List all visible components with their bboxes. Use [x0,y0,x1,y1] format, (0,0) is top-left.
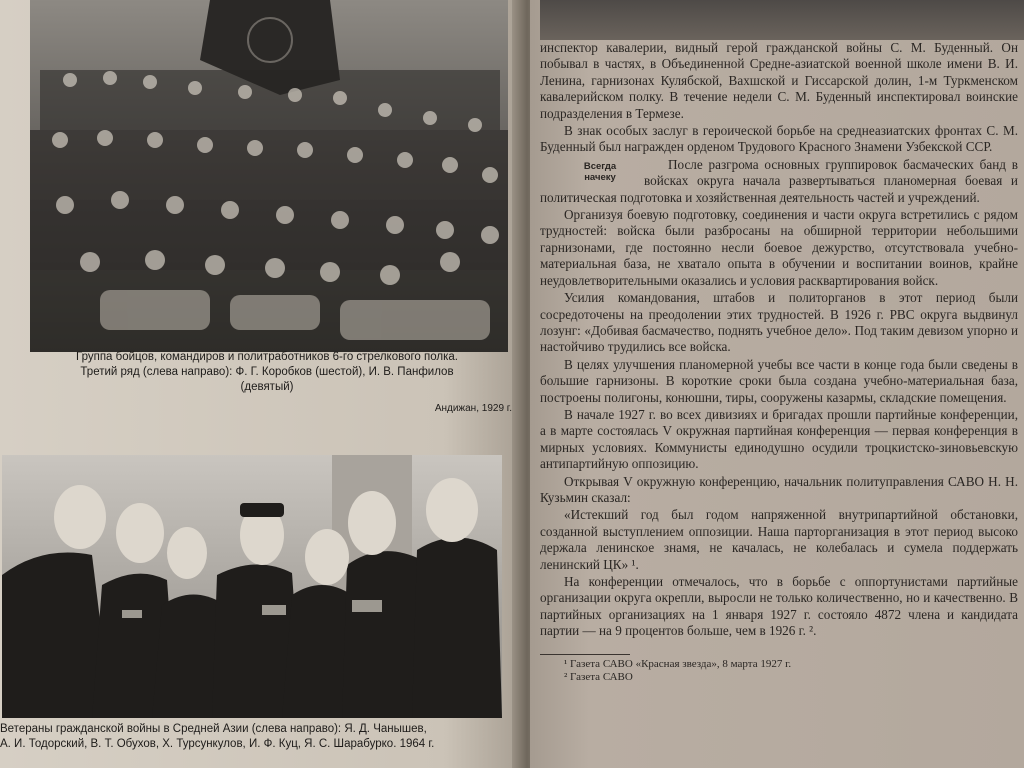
group-photo [30,0,508,352]
paragraph: Усилия командования, штабов и политорганов в этот период были сосредоточены на преодолении этих трудностей. В 1926 г. РВС округа выдвинул лозунг: «Добивая басмачество, поднять учебное дело». Под таким девизом упорно и настойчиво трудились все войска. [540,290,1018,355]
paragraph: На конференции отмечалось, что в борьбе с оппортунистами партийные организации округа окрепли, выросли не только количественно, но и качественно. В партийных организациях на 1 января 1927 г. состояло 4872 члена и кандидата партии — на 9 процентов больше, чем в 1926 г. ². [540,574,1018,639]
caption-line: Группа бойцов, командиров и политработников 6-го стрелкового полка. [76,351,458,363]
caption-place: Андижан, 1929 г. [434,403,512,414]
marginal-heading: Всегда начеку [583,160,617,183]
paragraph: Открывая V окружную конференцию, начальник политуправления САВО Н. Н. Кузьмин сказал: [540,473,1018,505]
paragraph: В начале 1927 г. во всех дивизиях и бригадах прошли партийные конференции, а в марте состоялась V окружная партийная конференция — первая конференция в мирных условиях. Коммунисты единодушно осудили троцкистско-зиновьевскую антипартийную оппозицию. [540,406,1018,472]
background-edge [540,0,1024,40]
caption-line: (девятый) [240,381,294,393]
paragraph: инспектор кавалерии, видный герой гражданской войны С. М. Буденный. Он побывал в частях, в Объединенной Средне-азиатской военной школе имени В. И. Ленина, гарнизонах Кулябской, Вахшской и Гиссарской долин, 1-м Туркменском кавалерийском полку. В течение недели С. М. Буденный инспектировал воинские подразделения в Термезе. [540,40,1018,121]
body-text [540,40,1018,684]
photo-caption-bottom [0,722,520,752]
caption-place: 1964 г. [399,738,435,750]
paragraph: После разгрома основных группировок басмаческих банд в войсках округа начала развертываться планомерная боевая и политическая подготовка и хозяйственная деятельность частей и учреждений. [540,156,1018,205]
footnote-rule [540,654,630,655]
footnote: ² Газета САВО [564,670,633,683]
caption-line: Ветераны гражданской войны в Средней Азии (слева направо): Я. Д. Чанышев, [0,723,427,735]
paragraph: «Истекший год был годом напряженной внутрипартийной обстановки, созданной выступлением оппозиции. Наша парторганизация в этот период высоко держала ленинское знамя, не качалась, не колебалась и сумела поддержать ленинский ЦК» ¹. [540,507,1018,572]
caption-line: Третий ряд (слева направо): Ф. Г. Коробков (шестой), И. В. Панфилов [80,366,454,378]
veterans-photo [2,455,502,718]
footnote: ¹ Газета САВО «Красная звезда», 8 марта 1927 г. [564,657,792,670]
veterans-photo-icon [2,455,502,718]
paragraph: В знак особых заслуг в героической борьбе на среднеазиатских фронтах С. М. Буденный был награжден орденом Трудового Красного Знамени Узбекской ССР. [540,123,1018,155]
photo-caption-top [22,350,512,416]
paragraph: В целях улучшения планомерной учебы все части в конце года были сведены в большие гарнизоны. В короткие сроки была создана учебно-материальная база, построены полигоны, конюшни, тиры, сооружены казармы, складские помещения. [540,356,1018,405]
caption-line: А. И. Тодорский, В. Т. Обухов, Х. Турсункулов, И. Ф. Куц, Я. С. Шарабурко. [0,738,397,750]
paragraph: Организуя боевую подготовку, соединения и части округа встретились с рядом трудностей: войска были разбросаны на обширной территории небольшими гарнизонами, где постоянно несли боевое дежурство, отсутствовала учебно-материальная база, не хватало опыта в обучении и воспитании воинов, крайне неудовлетворительными оказались и условия расквартирования войск. [540,207,1018,288]
group-photo-icon [30,0,508,352]
